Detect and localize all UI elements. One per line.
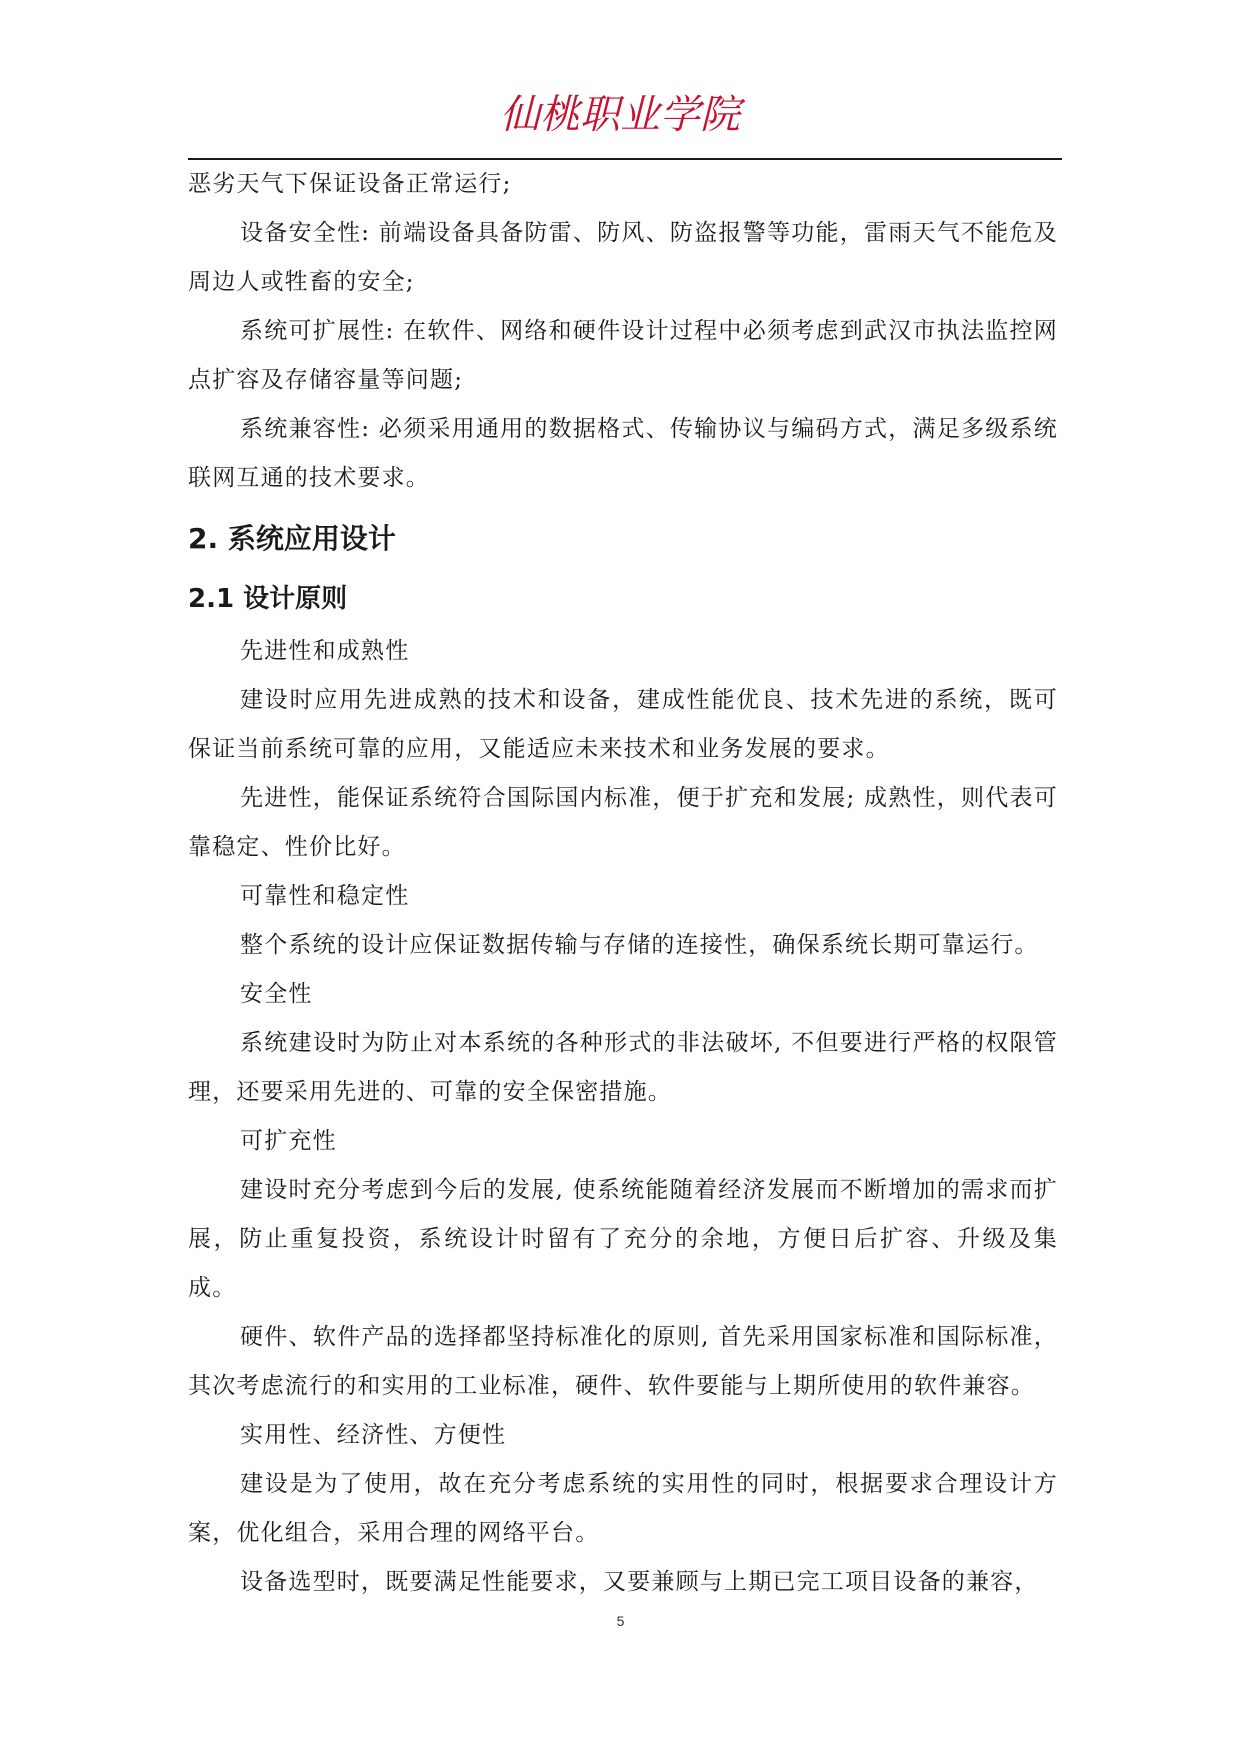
paragraph: 整个系统的设计应保证数据传输与存储的连接性，确保系统长期可靠运行。 bbox=[240, 932, 1039, 958]
subsection-heading: 2.1 设计原则 bbox=[188, 584, 348, 614]
principle-title: 实用性、经济性、方便性 bbox=[240, 1422, 507, 1448]
paragraph: 建设是为了使用，故在充分考虑系统的实用性的同时，根据要求合理设计方案，优化组合，采用合理的网络平台。 bbox=[188, 1471, 1058, 1546]
paragraph: 建设时充分考虑到今后的发展, 使系统能随着经济发展而不断增加的需求而扩展，防止重复投资，系统设计时留有了充分的余地，方便日后扩容、升级及集成。 bbox=[188, 1177, 1058, 1301]
paragraph: 设备选型时，既要满足性能要求，又要兼顾与上期已完工项目设备的兼容， bbox=[240, 1569, 1039, 1595]
paragraph: 先进性，能保证系统符合国际国内标准，便于扩充和发展; 成熟性，则代表可靠稳定、性价比好。 bbox=[188, 785, 1058, 860]
principle-title: 可靠性和稳定性 bbox=[240, 883, 410, 909]
section-heading: 2. 系统应用设计 bbox=[188, 522, 396, 555]
paragraph: 建设时应用先进成熟的技术和设备，建成性能优良、技术先进的系统，既可保证当前系统可靠的应用，又能适应未来技术和业务发展的要求。 bbox=[188, 687, 1058, 762]
paragraph: 设备安全性: 前端设备具备防雷、防风、防盗报警等功能，雷雨天气不能危及周边人或牲畜的安全; bbox=[188, 220, 1058, 295]
paragraph: 恶劣天气下保证设备正常运行; bbox=[188, 171, 512, 197]
principle-title: 先进性和成熟性 bbox=[240, 638, 410, 664]
paragraph: 系统可扩展性: 在软件、网络和硬件设计过程中必须考虑到武汉市执法监控网点扩容及存储容量等问题; bbox=[188, 318, 1058, 393]
college-logo bbox=[470, 84, 770, 144]
paragraph: 硬件、软件产品的选择都坚持标准化的原则, 首先采用国家标准和国际标准，其次考虑流行的和实用的工业标准，硬件、软件要能与上期所使用的软件兼容。 bbox=[188, 1324, 1058, 1399]
paragraph: 系统兼容性: 必须采用通用的数据格式、传输协议与编码方式，满足多级系统联网互通的技术要求。 bbox=[188, 416, 1058, 491]
principle-title: 可扩充性 bbox=[240, 1128, 337, 1154]
principle-title: 安全性 bbox=[240, 981, 313, 1007]
paragraph: 系统建设时为防止对本系统的各种形式的非法破坏, 不但要进行严格的权限管理，还要采用先进的、可靠的安全保密措施。 bbox=[188, 1030, 1058, 1105]
logo-calligraphy: 仙桃职业学院 bbox=[500, 92, 740, 138]
page-number: 5 bbox=[616, 1613, 625, 1629]
document-body bbox=[188, 160, 1058, 1607]
